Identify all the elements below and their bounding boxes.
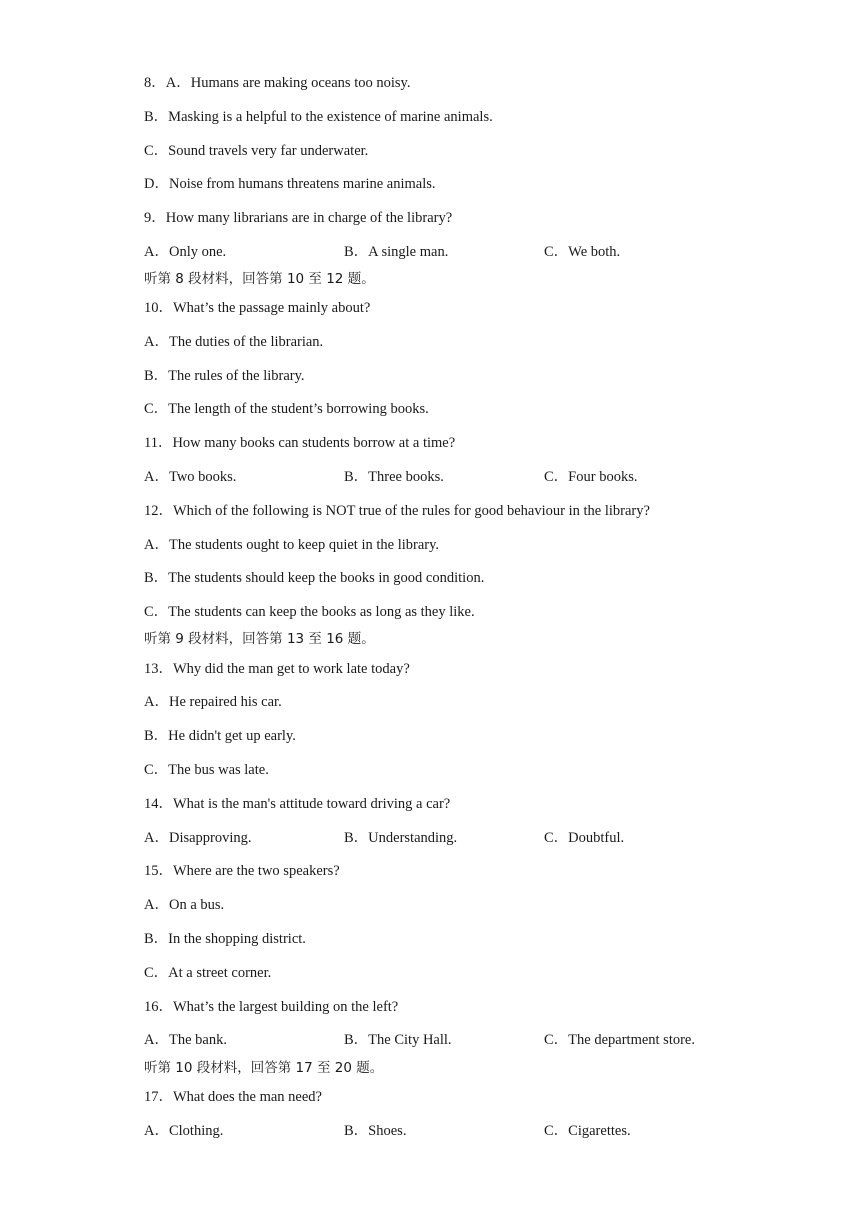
question-8-option-a: 8．A．Humans are making oceans too noisy. bbox=[144, 75, 411, 91]
question-10-option-c: C．The length of the student’s borrowing books. bbox=[144, 401, 429, 417]
question-13-option-a: A．He repaired his car. bbox=[144, 694, 282, 710]
option-a: A．The bank. bbox=[144, 1032, 227, 1048]
question-11-options bbox=[144, 467, 784, 487]
option-a: A．Clothing. bbox=[144, 1123, 224, 1139]
option-c: C．We both. bbox=[544, 244, 621, 260]
option-c: C．Cigarettes. bbox=[544, 1123, 631, 1139]
option-b: B．A single man. bbox=[344, 244, 449, 260]
question-17-options bbox=[144, 1121, 784, 1141]
question-8-option-d: D．Noise from humans threatens marine animals. bbox=[144, 176, 436, 192]
question-14-options bbox=[144, 828, 784, 848]
option-b: B．Three books. bbox=[344, 469, 444, 485]
question-16-options bbox=[144, 1030, 784, 1050]
question-10-option-a: A．The duties of the librarian. bbox=[144, 334, 324, 350]
question-13-option-b: B．He didn't get up early. bbox=[144, 728, 296, 744]
question-10-stem: 10．What’s the passage mainly about? bbox=[144, 300, 371, 316]
option-a: A．Only one. bbox=[144, 244, 227, 260]
question-16-stem: 16．What’s the largest building on the left? bbox=[144, 999, 399, 1015]
question-13-option-c: C．The bus was late. bbox=[144, 762, 269, 778]
option-b: B．Understanding. bbox=[344, 830, 458, 846]
section-heading-10: 听第 10 段材料，回答第 17 至 20 题。 bbox=[144, 1060, 384, 1076]
question-15-option-c: C．At a street corner. bbox=[144, 965, 272, 981]
question-9-options bbox=[144, 242, 784, 262]
section-heading-8: 听第 8 段材料，回答第 10 至 12 题。 bbox=[144, 271, 375, 287]
question-8-option-b: B．Masking is a helpful to the existence of marine animals. bbox=[144, 109, 493, 125]
question-12-option-b: B．The students should keep the books in good condition. bbox=[144, 570, 485, 586]
question-11-stem: 11．How many books can students borrow at a time? bbox=[144, 435, 456, 451]
question-14-stem: 14．What is the man's attitude toward driving a car? bbox=[144, 796, 451, 812]
option-c: C．Doubtful. bbox=[544, 830, 625, 846]
question-9-stem: 9．How many librarians are in charge of the library? bbox=[144, 210, 453, 226]
question-15-stem: 15．Where are the two speakers? bbox=[144, 863, 340, 879]
question-15-option-a: A．On a bus. bbox=[144, 897, 225, 913]
option-c: C．The department store. bbox=[544, 1032, 695, 1048]
option-c: C．Four books. bbox=[544, 469, 638, 485]
option-a: A．Two books. bbox=[144, 469, 237, 485]
question-17-stem: 17．What does the man need? bbox=[144, 1089, 322, 1105]
question-12-stem: 12．Which of the following is NOT true of the rules for good behaviour in the library? bbox=[144, 503, 650, 519]
question-13-stem: 13．Why did the man get to work late today? bbox=[144, 661, 410, 677]
question-8-option-c: C．Sound travels very far underwater. bbox=[144, 143, 369, 159]
option-b: B．The City Hall. bbox=[344, 1032, 452, 1048]
option-a: A．Disapproving. bbox=[144, 830, 252, 846]
section-heading-9: 听第 9 段材料，回答第 13 至 16 题。 bbox=[144, 631, 375, 647]
question-15-option-b: B．In the shopping district. bbox=[144, 931, 306, 947]
option-b: B．Shoes. bbox=[344, 1123, 407, 1139]
question-12-option-a: A．The students ought to keep quiet in the library. bbox=[144, 537, 440, 553]
question-12-option-c: C．The students can keep the books as long as they like. bbox=[144, 604, 475, 620]
question-10-option-b: B．The rules of the library. bbox=[144, 368, 305, 384]
